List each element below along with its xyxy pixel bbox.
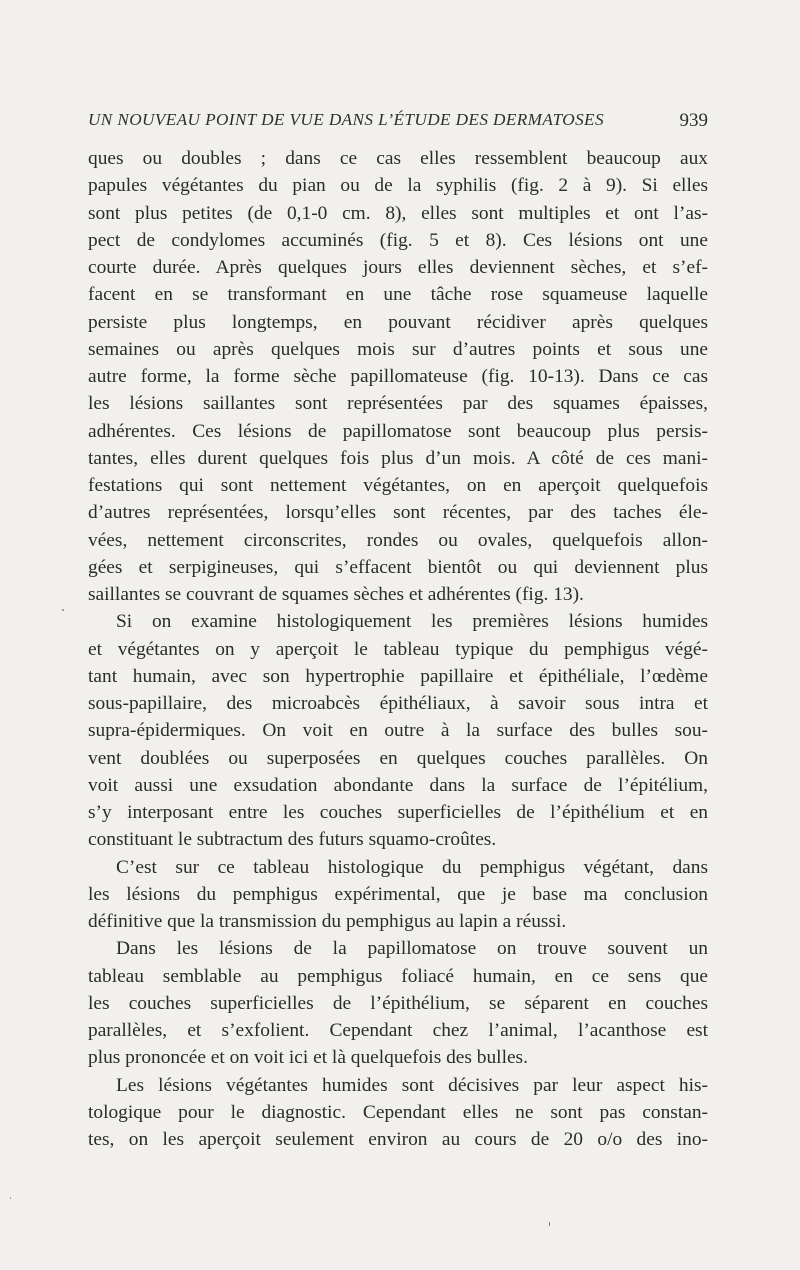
text-line: tologique pour le diagnostic. Cependant elles ne sont pas constan- (88, 1101, 708, 1123)
print-speck (549, 1222, 550, 1226)
text-line: gées et serpigineuses, qui s’effacent bientôt ou qui deviennent plus (88, 556, 708, 578)
text-line: papules végétantes du pian ou de la syphilis (fig. 2 à 9). Si elles (88, 175, 708, 197)
body-text (88, 145, 708, 1153)
text-line: les lésions du pemphigus expérimental, que je base ma conclusion (88, 883, 708, 905)
text-line: adhérentes. Ces lésions de papillomatose sont beaucoup plus persis- (88, 420, 708, 442)
text-line: festations qui sont nettement végétantes, on en aperçoit quelquefois (88, 475, 708, 496)
page-number: 939 (679, 110, 708, 131)
text-line: pect de condylomes accuminés (fig. 5 et 8). Ces lésions ont une (88, 229, 708, 251)
text-line: tant humain, avec son hypertrophie papillaire et épithéliale, l’œdème (88, 665, 708, 687)
text-line: vées, nettement circonscrites, rondes ou ovales, quelquefois allon- (88, 529, 708, 551)
print-speck (62, 609, 64, 611)
text-line: s’y interposant entre les couches superficielles de l’épithélium et en (88, 802, 708, 823)
text-line: tantes, elles durent quelques fois plus d’un mois. A côté de ces mani- (88, 447, 708, 469)
text-line: les lésions saillantes sont représentées par des squames épaisses, (88, 393, 708, 415)
text-line: ques ou doubles ; dans ce cas elles ressemblent beaucoup aux (88, 148, 708, 169)
text-line: d’autres représentées, lorsqu’elles sont récentes, par des taches éle- (88, 502, 708, 524)
text-line: Si on examine histologiquement les premières lésions humides (116, 611, 708, 633)
text-line: courte durée. Après quelques jours elles deviennent sèches, et s’ef- (88, 257, 708, 278)
text-line: définitive que la transmission du pemphigus au lapin a réussi. (88, 911, 567, 932)
text-line: facent en se transformant en une tâche rose squameuse laquelle (88, 284, 708, 306)
text-line: C’est sur ce tableau histologique du pemphigus végétant, dans (116, 856, 708, 878)
text-line: plus prononcée et on voit ici et là quelquefois des bulles. (88, 1047, 528, 1069)
text-line: saillantes se couvrant de squames sèches et adhérentes (fig. 13). (88, 584, 584, 605)
text-line: sous-papillaire, des microabcès épithéliaux, à savoir sous intra et (88, 693, 708, 714)
text-line: sont plus petites (de 0,1-0 cm. 8), elles sont multiples et ont l’as- (88, 202, 708, 224)
text-line: tes, on les aperçoit seulement environ au cours de 20 o/o des ino- (88, 1129, 708, 1150)
running-head (88, 110, 708, 140)
text-line: parallèles, et s’exfolient. Cependant chez l’animal, l’acanthose est (88, 1020, 708, 1041)
print-speck (10, 1197, 11, 1199)
text-line: constituant le subtractum des futurs squamo-croûtes. (88, 829, 497, 851)
text-line: les couches superficielles de l’épithélium, se séparent en couches (88, 992, 708, 1014)
text-line: supra-épidermiques. On voit en outre à la surface des bulles sou- (88, 720, 708, 742)
text-line: vent doublées ou superposées en quelques couches parallèles. On (88, 747, 708, 769)
text-line: et végétantes on y aperçoit le tableau typique du pemphigus végé- (88, 638, 708, 660)
text-line: voit aussi une exsudation abondante dans la surface de l’épitélium, (88, 774, 708, 796)
text-line: Les lésions végétantes humides sont décisives par leur aspect his- (116, 1074, 708, 1096)
text-line: Dans les lésions de la papillomatose on trouve souvent un (116, 938, 708, 960)
text-line: autre forme, la forme sèche papillomateuse (fig. 10-13). Dans ce cas (88, 366, 708, 387)
running-title: UN NOUVEAU POINT DE VUE DANS L’ÉTUDE DES DERMATOSES (88, 110, 604, 129)
text-line: semaines ou après quelques mois sur d’autres points et sous une (88, 338, 708, 360)
text-line: persiste plus longtemps, en pouvant récidiver après quelques (88, 311, 708, 333)
text-line: tableau semblable au pemphigus foliacé humain, en ce sens que (88, 965, 708, 987)
